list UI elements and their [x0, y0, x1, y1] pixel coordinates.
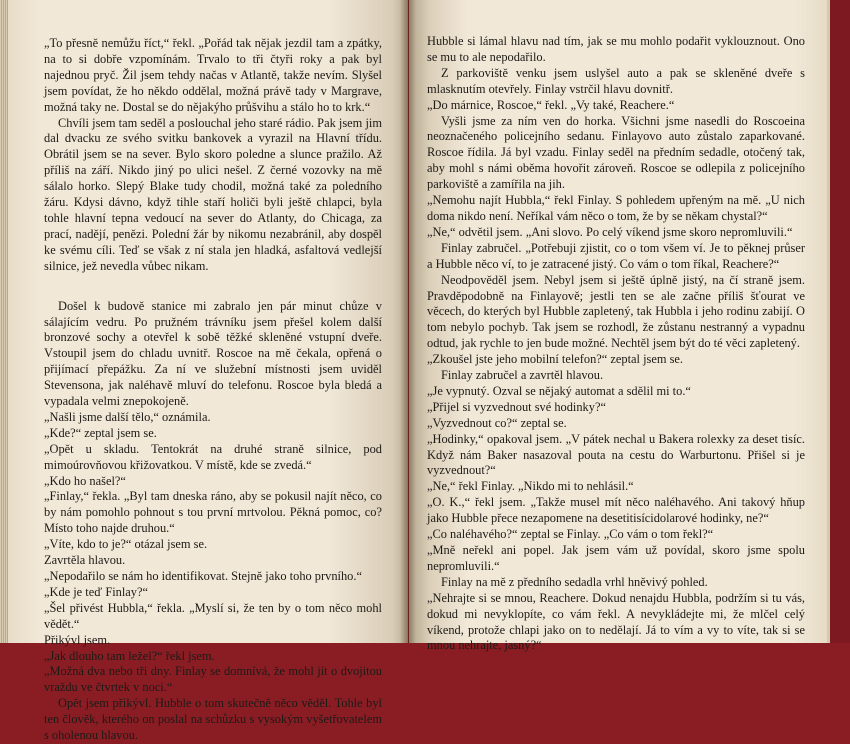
left-paragraph-5: „Kde?“ zeptal jsem se. [44, 425, 157, 440]
left-paragraph-14: Přikývl jsem. [44, 632, 111, 647]
left-paragraph-15: „Jak dlouho tam ležel?“ řekl jsem. [44, 648, 215, 663]
right-paragraph-1: Hubble si lámal hlavu nad tím, jak se mu mohlo podařit vyklouznout. Ono se mu to ale nepodařilo. [427, 34, 805, 64]
right-paragraph-2: Z parkoviště venku jsem uslyšel auto a pak se skleněné dveře s mlasknutím otevřely. Finlay vstrčil hlavu dovnitř. [427, 65, 805, 96]
left-paragraph-1: „To přesně nemůžu říct,“ řekl. „Pořád tak nějak jezdil tam a zpátky, na to si dobře vzpomínám. Trvalo to tři čtyři roky a pak byl najednou pryč. Žil jsem tehdy načas v Atlantě, takže nevím. Slyšel jsem povídat, že ho někdo oddělal, možná právě tady v Margrave, možná taky ne. Dostal se do nějakýho průšvihu a stálo ho to krk.“ [44, 36, 382, 114]
right-paragraph-5: „Nemohu najít Hubbla,“ řekl Finlay. S pohledem upřeným na mě. „U nich doma nikdo není. Neříkal vám něco o tom, že by se někam chystal?“ [427, 193, 805, 223]
right-paragraph-14: „Hodinky,“ opakoval jsem. „V pátek nechal u Bakera rolexky za deset tisíc. Když nám Baker nasazoval pouta na cestu do Warburtonu. Přišel si je vyzvednout?“ [427, 431, 805, 478]
right-paragraph-3: „Do márnice, Roscoe,“ řekl. „Vy také, Reachere.“ [427, 97, 675, 112]
right-paragraph-10: Finlay zabručel a zavrtěl hlavou. [441, 368, 604, 383]
right-paragraph-20: „Nehrajte si se mnou, Reachere. Dokud nenajdu Hubbla, podržím si tu vás, dokud mi nevyklopíte, co vám řekl. A nevykládejte mi, že mlčel celý víkend, protože chlapi jako on to nedělají. Já to vím a vy to víte, tak si se mnou nehrajte, jasný?“ [427, 590, 805, 653]
left-paragraph-7: „Kdo ho našel?“ [44, 473, 126, 488]
left-paragraph-2: Chvíli jsem tam seděl a poslouchal jeho staré rádio. Pak jsem jim dal dvacku ze svého svitku bankovek a vyrazil na Hlavní třídu. Obrátil jsem se na sever. Bylo skoro poledne a slunce pražilo. Až příliš na září. Nikdo jiný po ulici nešel. Z černé vozovky na mě sálalo horko. Slepý Blake tudy chodil, možná také za poledního žáru. Kdysi dávno, když tihle staří holiči byli ještě chlapci, byla tohle hlavní tepna vedoucí na sever do Atlanty, do Chicaga, za prací, nadějí, penězi. Polední žár by nikomu nezabránil, aby dospěl ke svému cíli. Teď se však z ní stala jen hladká, asfaltová vedlejší silnice, jež nevedla vůbec nikam. [44, 115, 382, 273]
right-paragraph-18: „Mně neřekl ani popel. Jak jsem vám už povídal, skoro jsme spolu nepromluvili.“ [427, 543, 805, 573]
left-paragraph-4: „Našli jsme další tělo,“ oznámila. [44, 409, 211, 424]
right-paragraph-11: „Je vypnutý. Ozval se nějaký automat a sdělil mi to.“ [427, 383, 691, 398]
right-paragraph-8: Neodpověděl jsem. Nebyl jsem si ještě úplně jistý, na čí straně jsem. Pravděpodobně na Finlayově; jestli ten se ale začne příliš šťourat ve věcech, do kterých byl Hubble zapletený, tak Hubbla i jeho rodinu zabijí. O tom nebylo pochyb. Tak jsem se rozhodl, že zůstanu nestranný a vypadnu odtud, jak rychle to jen bude možné. Nechtěl jsem být do té věci zapletený. [427, 272, 805, 351]
right-paragraph-15: „Ne,“ řekl Finlay. „Nikdo mi to nehlásil.“ [427, 479, 634, 494]
right-paragraph-13: „Vyzvednout co?“ zeptal se. [427, 415, 567, 430]
left-paragraph-12: „Kde je teď Finlay?“ [44, 584, 148, 599]
left-paragraph-6: „Opět u skladu. Tentokrát na druhé straně silnice, pod mimoúrovňovou křižovatkou. V místě, kde se zvedá.“ [44, 441, 382, 472]
left-paragraph-3: Došel k budově stanice mi zabralo jen pár minut chůze v sálajícím vedru. Po pružném trávníku jsem přešel kolem další bronzové sochy a otevřel k sobě těžké skleněné vstupní dveře. Vstoupil jsem do chladu uvnitř. Roscoe na mě čekala, opřená o přijímací přepážku. Za ní ve služební místnosti jsem uviděl Stevensona, jak naléhavě mluví do telefonu. Roscoe byla bledá a vypadala velmi znepokojeně. [44, 298, 382, 409]
right-paragraph-6: „Ne,“ odvětil jsem. „Ani slovo. Po celý víkend jsme skoro nepromluvili.“ [427, 224, 793, 239]
book-gutter [400, 0, 416, 643]
left-paragraph-13: „Šel přivést Hubbla,“ řekla. „Myslí si, že ten by o tom něco mohl vědět.“ [44, 600, 382, 631]
left-page [8, 0, 408, 743]
left-paragraph-11: „Nepodařilo se nám ho identifikovat. Stejně jako toho prvního.“ [44, 569, 362, 583]
book-cover-edge [827, 0, 850, 643]
right-paragraph-7: Finlay zabručel. „Potřebuji zjistit, co o tom všem ví. Je to pěknej průser a Hubble něco ví, to je zatracené jistý. Co vám o tom říkal, Reachere?“ [427, 240, 805, 271]
right-paragraph-9: „Zkoušel jste jeho mobilní telefon?“ zeptal jsem se. [427, 352, 683, 367]
right-paragraph-4: Vyšli jsme za ním ven do horka. Všichni jsme nasedli do Roscoeina neoznačeného policejního sedanu. Finlayovo auto zůstalo zaparkované. Roscoe řídila. Já byl vzadu. Finlay seděl na předním sedadle, otočený tak, aby mohl s námi oběma hovořit zároveň. Roscoe se odlepila z policejního parkoviště a zamířila na jih. [427, 113, 805, 192]
right-paragraph-19: Finlay na mě z předního sedadla vrhl hněvivý pohled. [441, 574, 708, 589]
left-paragraph-17: Opět jsem přikývl. Hubble o tom skutečně něco věděl. Tohle byl ten člověk, kterého on poslal na schůzku s vysokým vyšetřovatelem s oholenou hlavou. [44, 696, 382, 743]
left-paragraph-8: „Finlay,“ řekla. „Byl tam dneska ráno, aby se pokusil najít něco, co by nám pomohlo pohnout s tou první mrtvolou. Pěkná pomoc, co? Místo toho najde druhou.“ [44, 489, 382, 536]
left-paragraph-10: Zavrtěla hlavou. [44, 553, 126, 568]
right-paragraph-17: „Co naléhavého?“ zeptal se Finlay. „Co vám o tom řekl?“ [427, 527, 714, 542]
right-paragraph-12: „Přijel si vyzvednout své hodinky?“ [427, 399, 606, 414]
right-page [409, 0, 827, 653]
left-paragraph-16: „Možná dva nebo tři dny. Finlay se domnívá, že mohl jít o dvojitou vraždu ve čtvrtek v noci.“ [44, 664, 382, 695]
left-paragraph-9: „Víte, kdo to je?“ otázal jsem se. [44, 537, 208, 552]
section-break [44, 275, 382, 299]
right-paragraph-16: „O. K.,“ řekl jsem. „Takže musel mít něco naléhavého. Ani takový hňup jako Hubble přece nezapomene na desetitisícidolarové hodinky, ne?“ [427, 495, 805, 526]
